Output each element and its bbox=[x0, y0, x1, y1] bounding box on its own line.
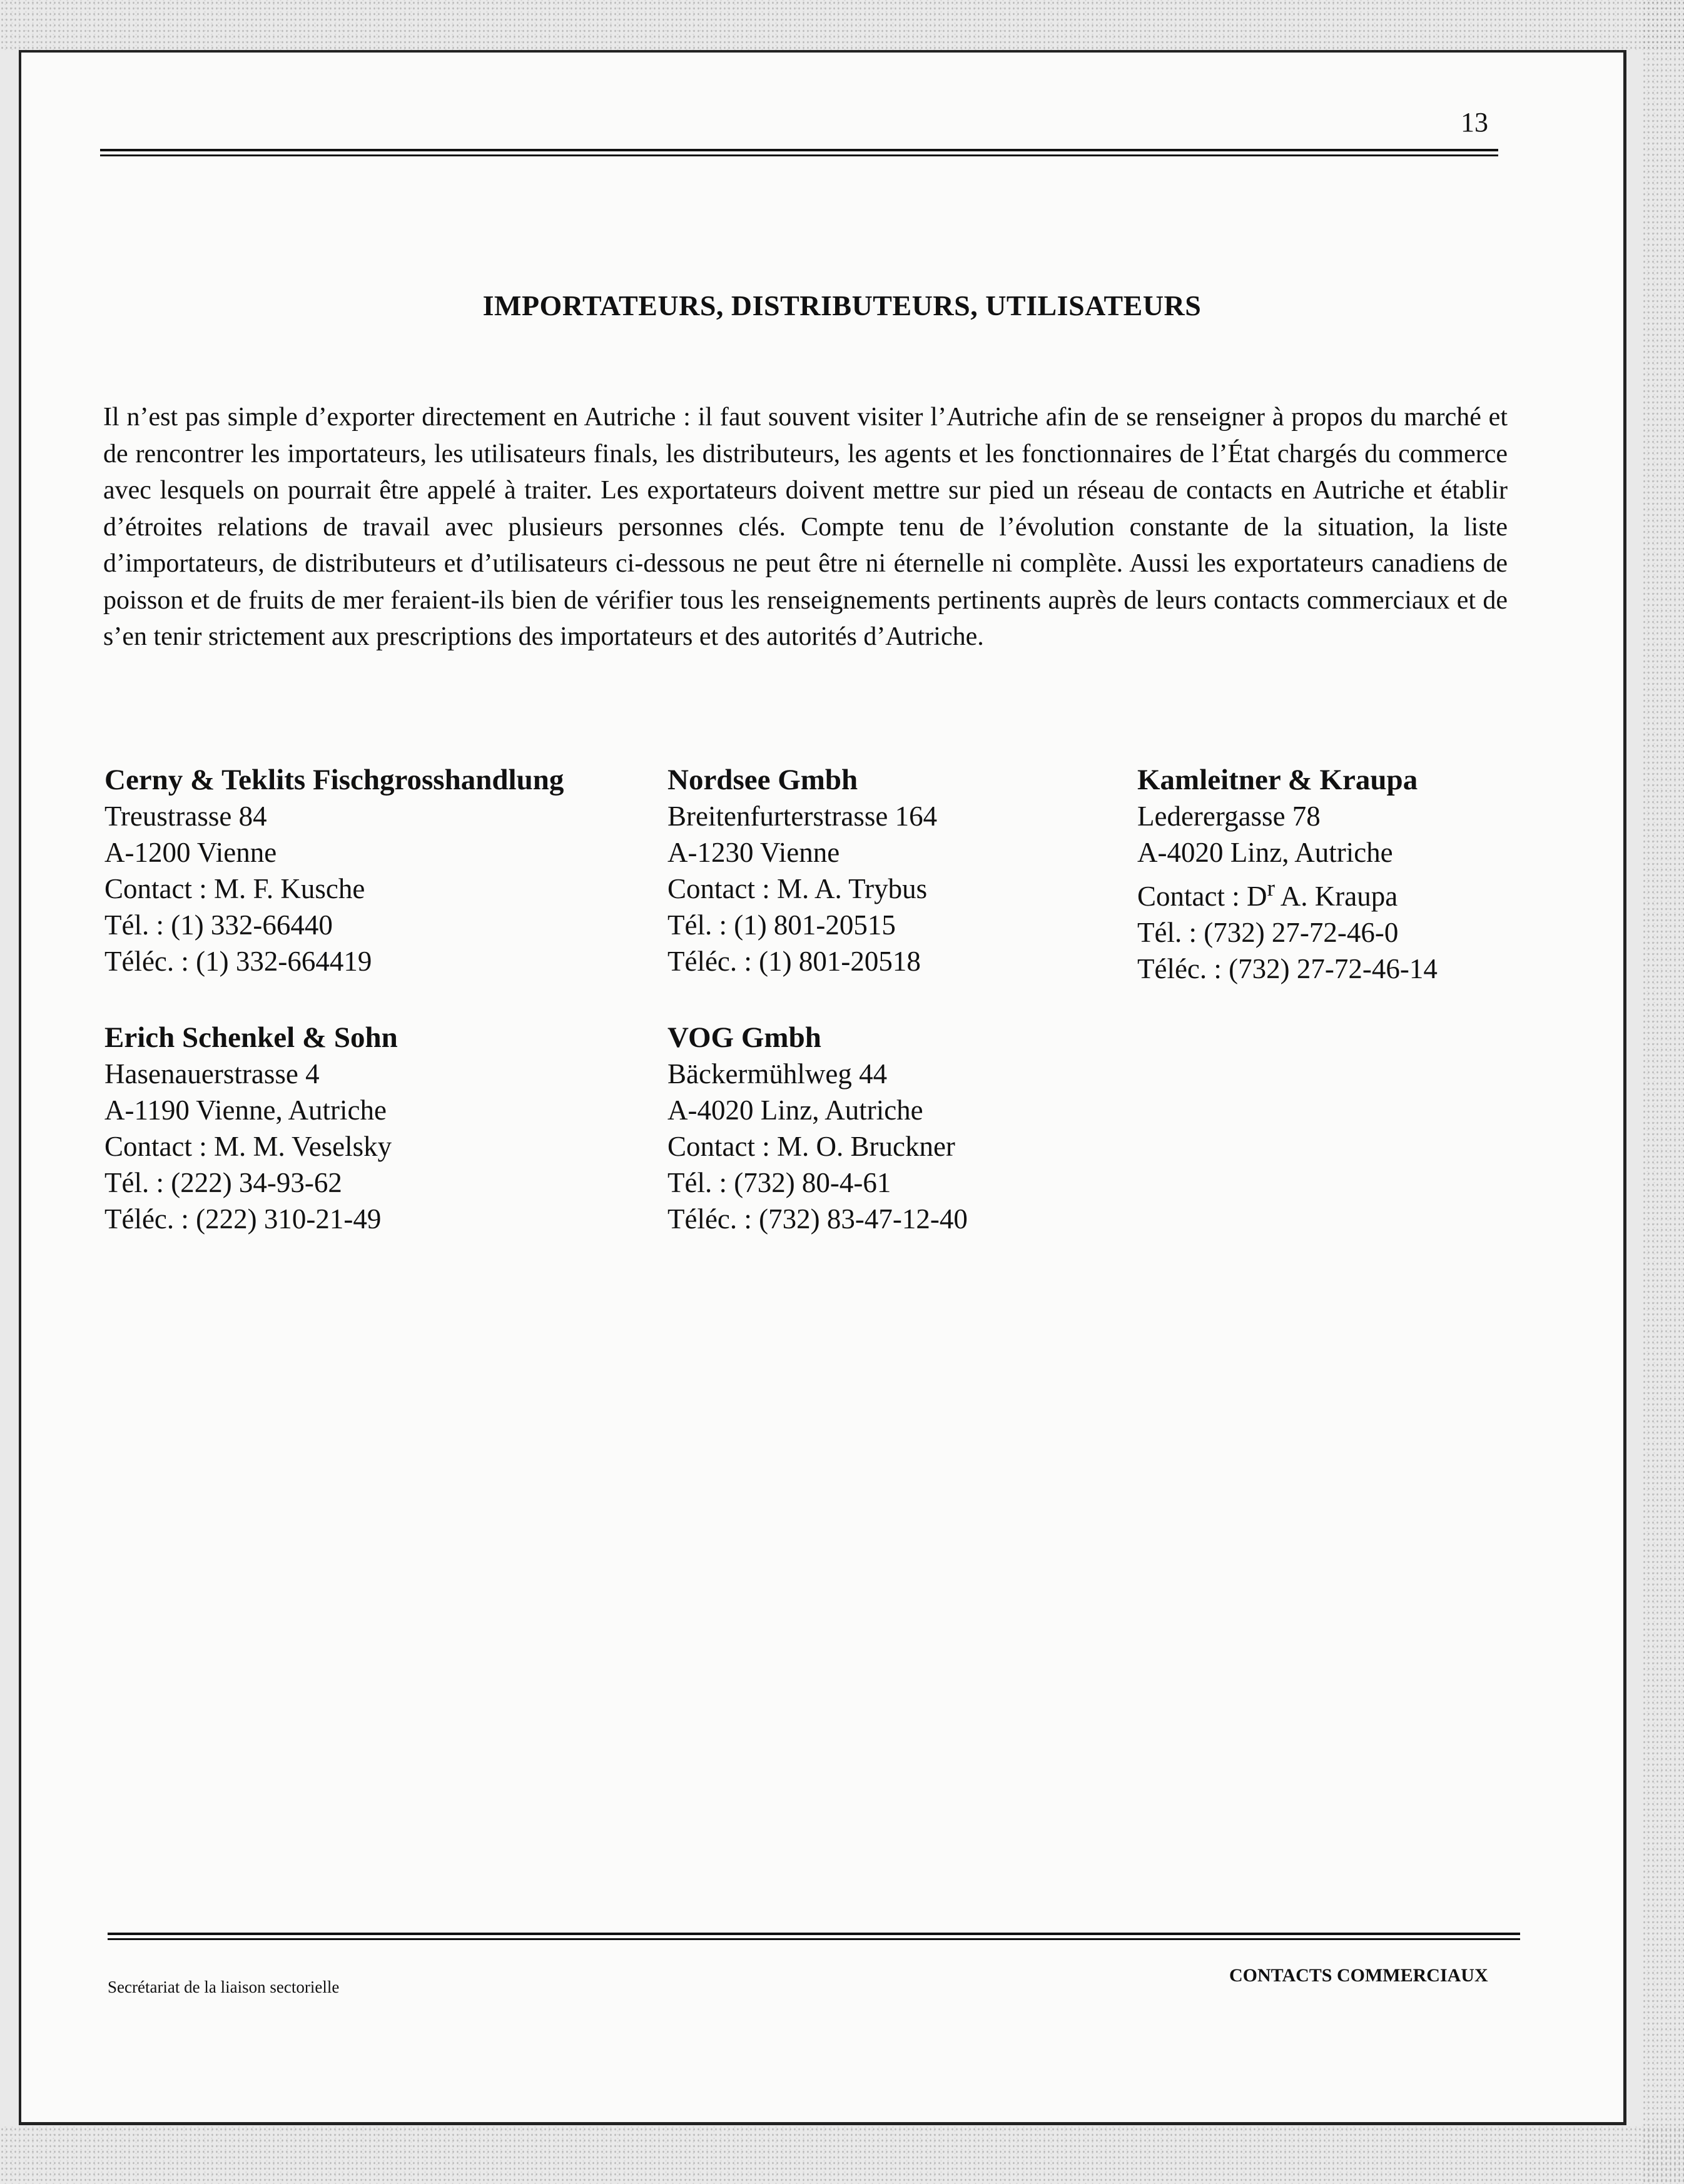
phone: Tél. : (222) 34-93-62 bbox=[104, 1167, 342, 1198]
city: A-4020 Linz, Autriche bbox=[667, 1095, 923, 1126]
contact-person bbox=[1137, 871, 1438, 914]
company-name: Kamleitner & Kraupa bbox=[1137, 764, 1418, 796]
contact-block bbox=[667, 762, 937, 979]
contact-superscript: r bbox=[1267, 876, 1275, 901]
scan-noise-top bbox=[0, 0, 1684, 50]
phone: Tél. : (732) 27-72-46-0 bbox=[1137, 917, 1399, 948]
contact-person: Contact : M. O. Bruckner bbox=[667, 1131, 955, 1162]
contact-block bbox=[104, 762, 564, 979]
fax: Téléc. : (222) 310-21-49 bbox=[104, 1203, 382, 1235]
section-title: IMPORTATEURS, DISTRIBUTEURS, UTILISATEURS bbox=[482, 290, 1202, 321]
city: A-1190 Vienne, Autriche bbox=[104, 1095, 387, 1126]
header-rule bbox=[100, 149, 1498, 156]
phone: Tél. : (1) 332-66440 bbox=[104, 909, 333, 941]
footer-rule bbox=[108, 1933, 1520, 1940]
contact-person: Contact : M. M. Veselsky bbox=[104, 1131, 392, 1162]
contact-block bbox=[667, 1019, 968, 1237]
street-address: Hasenauerstrasse 4 bbox=[104, 1058, 320, 1089]
city: A-1200 Vienne bbox=[104, 837, 277, 868]
fax: Téléc. : (1) 801-20518 bbox=[667, 946, 921, 977]
intro-paragraph: Il n’est pas simple d’exporter directement en Autriche : il faut souvent visiter l’Autriche afin de se renseigner à propos du marché et de rencontrer les importateurs, les utilisateurs finals, les distributeurs, les agents et les fonctionnaires de l’État chargés du commerce avec lesquels on pourrait être appelé à traiter. Les exportateurs doivent mettre sur pied un réseau de contacts en Autriche et établir d’étroites relations de travail avec plusieurs personnes clés. Compte tenu de l’évolution constante de la situation, la liste d’importateurs, de distributeurs et d’utilisateurs ci-dessous ne peut être ni éternelle ni complète. Aussi les exportateurs canadiens de poisson et de fruits de mer feraient-ils bien de vérifier tous les renseignements pertinents auprès de leurs contacts commerciaux et de s’en tenir strictement aux prescriptions des importateurs et des autorités d’Autriche. bbox=[103, 403, 1508, 651]
city: A-4020 Linz, Autriche bbox=[1137, 837, 1393, 868]
company-name: VOG Gmbh bbox=[667, 1021, 821, 1054]
fax: Téléc. : (1) 332-664419 bbox=[104, 946, 372, 977]
company-name: Nordsee Gmbh bbox=[667, 764, 858, 796]
street-address: Lederergasse 78 bbox=[1137, 801, 1321, 832]
street-address: Bäckermühlweg 44 bbox=[667, 1058, 888, 1089]
fax: Téléc. : (732) 83-47-12-40 bbox=[667, 1203, 968, 1235]
street-address: Breitenfurterstrasse 164 bbox=[667, 801, 938, 832]
contact-block bbox=[1137, 762, 1438, 987]
scan-noise-bottom bbox=[0, 2126, 1684, 2184]
fax: Téléc. : (732) 27-72-46-14 bbox=[1137, 953, 1438, 984]
company-name: Erich Schenkel & Sohn bbox=[104, 1021, 398, 1054]
contact-suffix: A. Kraupa bbox=[1274, 881, 1398, 912]
phone: Tél. : (732) 80-4-61 bbox=[667, 1167, 891, 1198]
phone: Tél. : (1) 801-20515 bbox=[667, 909, 896, 941]
company-name: Cerny & Teklits Fischgrosshandlung bbox=[104, 764, 564, 796]
scan-noise-right bbox=[1642, 0, 1684, 2184]
contact-block bbox=[104, 1019, 398, 1237]
page-number: 13 bbox=[1461, 107, 1488, 138]
contact-prefix: Contact : D bbox=[1137, 881, 1267, 912]
footer-right-text: CONTACTS COMMERCIAUX bbox=[1229, 1965, 1488, 1986]
footer-left-text: Secrétariat de la liaison sectorielle bbox=[108, 1978, 340, 1996]
street-address: Treustrasse 84 bbox=[104, 801, 267, 832]
contact-person: Contact : M. F. Kusche bbox=[104, 873, 365, 904]
contact-person: Contact : M. A. Trybus bbox=[667, 873, 928, 904]
city: A-1230 Vienne bbox=[667, 837, 840, 868]
